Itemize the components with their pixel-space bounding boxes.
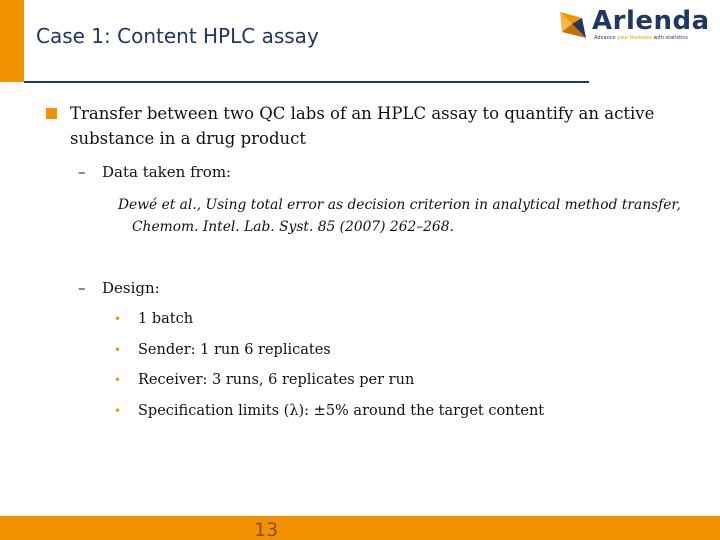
title-divider [24,81,589,83]
dot-bullet-icon: • [114,312,122,326]
data-source-label: Data taken from: [102,163,232,181]
design-item: Specification limits (λ): ±5% around the target content [138,403,545,419]
main-bullet-text: Transfer between two QC labs of an HPLC assay to quantify an active substance in a drug product [70,104,655,148]
arlenda-logo [552,4,718,44]
dot-bullet-icon: • [114,404,122,418]
reference-citation [118,194,708,238]
design-label: Design: [102,279,160,297]
dash-bullet-icon: – [78,163,86,181]
design-item: Sender: 1 run 6 replicates [138,342,331,358]
square-bullet-icon [46,108,57,119]
slide-title: Case 1: Content HPLC assay [36,24,319,48]
accent-bar [0,0,24,82]
footer-bar [0,516,720,540]
dash-bullet-icon: – [78,279,86,297]
reference-line-1: Dewé et al., Using total error as decision criterion in analytical method transfer, [118,197,681,213]
dot-bullet-icon: • [114,373,122,387]
logo-tagline: Advance your business with statistics [594,35,688,41]
design-item: 1 batch [138,311,194,327]
logo-wordmark: Arlenda [592,6,710,36]
logo-mark-icon [552,4,592,44]
reference-line-2: Chemom. Intel. Lab. Syst. 85 (2007) 262–268. [132,219,454,235]
page-number: 13 [254,519,279,540]
dot-bullet-icon: • [114,343,122,357]
design-item: Receiver: 3 runs, 6 replicates per run [138,372,415,388]
